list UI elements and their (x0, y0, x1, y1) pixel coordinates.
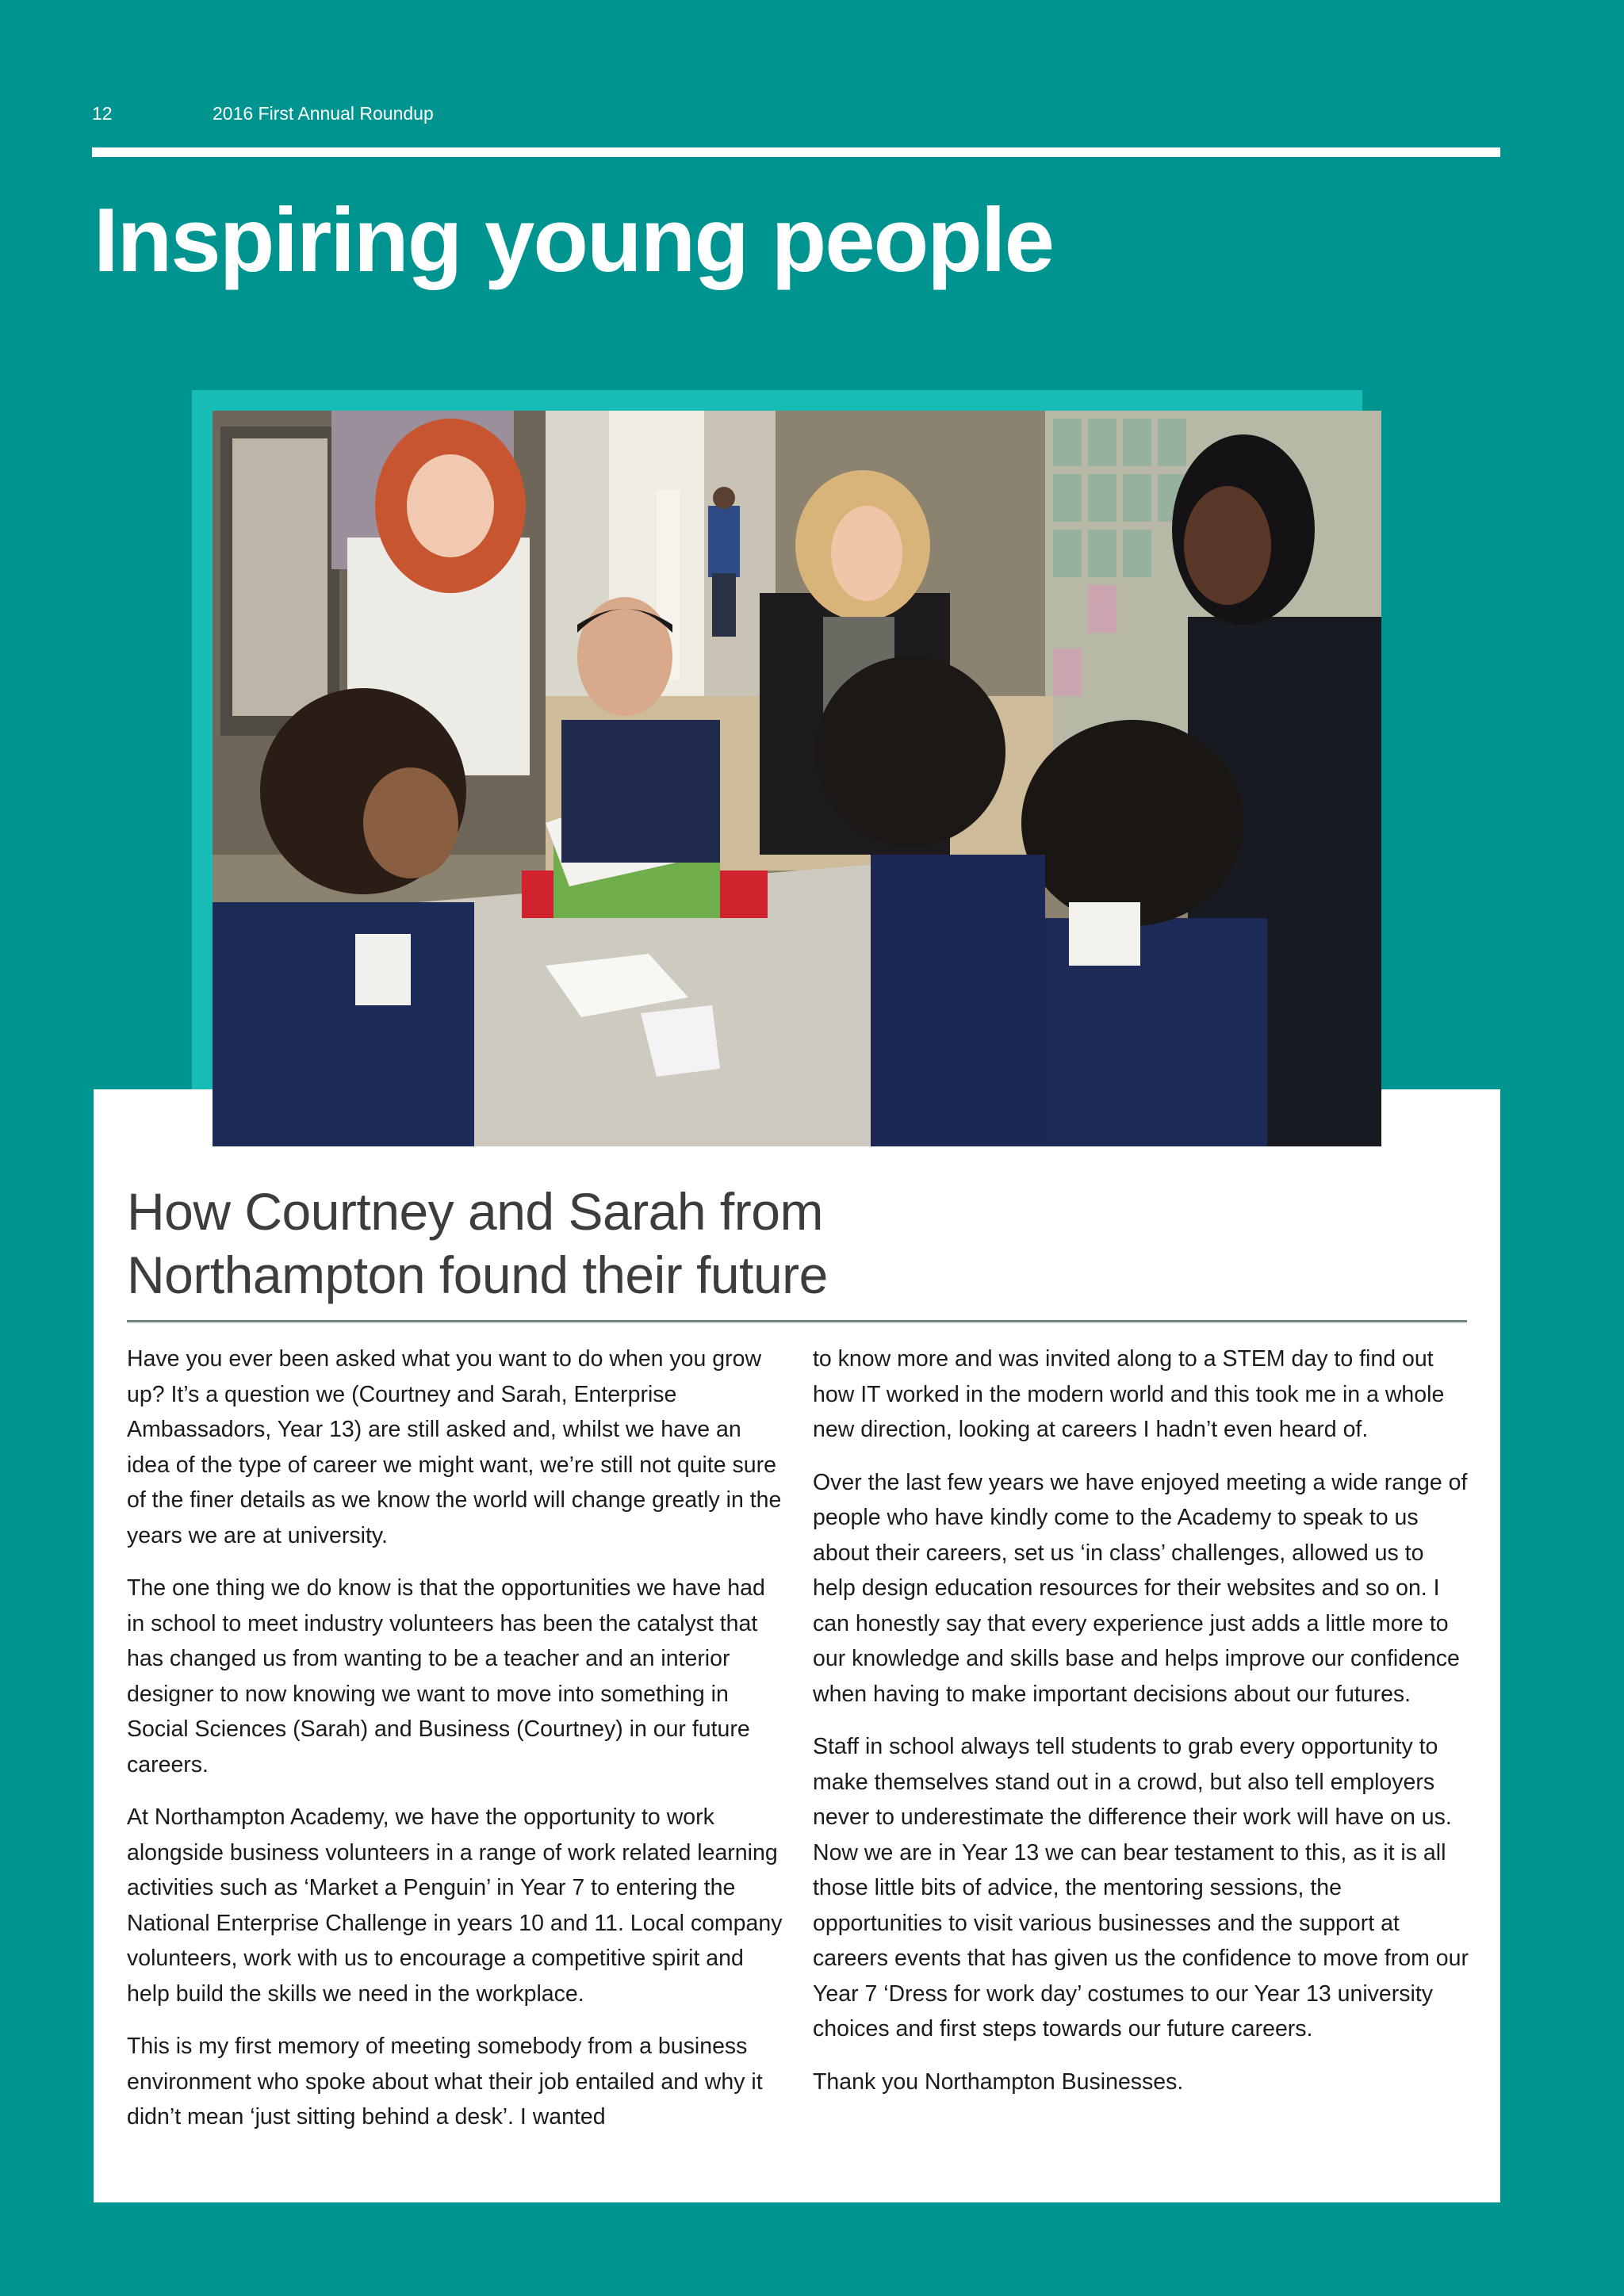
article-headline-line-2: Northampton found their future (127, 1246, 828, 1304)
paragraph: to know more and was invited along to a STEM day to find out how IT worked in the modern world and this took me in a whole new direction, looking at careers I hadn’t even heard of. (813, 1346, 1445, 1442)
paragraph: This is my first memory of meeting somebody from a business environment who spoke about what their job entailed and why it didn’t mean ‘just sitting behind a desk’. I wanted (127, 2034, 763, 2130)
header-rule (92, 147, 1500, 157)
headline-rule (127, 1320, 1467, 1322)
article-column-right (813, 1341, 1473, 2117)
publication-title: 2016 First Annual Roundup (213, 103, 434, 124)
paragraph: Have you ever been asked what you want to do when you grow up? It’s a question we (Courtney and Sarah, Enterprise Ambassadors, Year 13) are still asked and, whilst we have an idea of the type of career we might want, we’re still not quite sure of the finer details as we know the world will change greatly in the years we are at university. (127, 1346, 782, 1548)
article-headline (127, 1180, 828, 1307)
article-headline-line-1: How Courtney and Sarah from (127, 1182, 823, 1241)
page-title: Inspiring young people (94, 190, 1053, 291)
paragraph: At Northampton Academy, we have the opportunity to work alongside business volunteers in a range of work related learning activities such as ‘Market a Penguin’ in Year 7 to entering the National Enterprise Challenge in years 10 and 11. Local company volunteers, work with us to encourage a competitive spirit and help build the skills we need in the workplace. (127, 1804, 783, 2007)
classroom-photo (213, 411, 1381, 1146)
paragraph: Over the last few years we have enjoyed meeting a wide range of people who have kindly come to the Academy to speak to us about their careers, set us ‘in class’ challenges, allowed us to help design education resources for their websites and so on. I can honestly say that every experience just adds a little more to our knowledge and skills base and helps improve our confidence when having to make important decisions about our futures. (813, 1469, 1468, 1707)
classroom-photo-illustration (213, 411, 1381, 1146)
paragraph: Staff in school always tell students to grab every opportunity to make themselves stand out in a crowd, but also tell employers never to underestimate the difference their work will have on us. Now we are in Year 13 we can bear testament to this, as it is all those little bits of advice, the mentoring sessions, the opportunities to visit various businesses and the support at careers events that has given us the confidence to move from our Year 7 ‘Dress for work day’ costumes to our Year 13 university choices and first steps towards our future careers. (813, 1734, 1469, 2042)
paragraph: The one thing we do know is that the opportunities we have had in school to meet industry volunteers has been the catalyst that has changed us from wanting to be a teacher and an interior designer to now knowing we want to move into something in Social Sciences (Sarah) and Business (Courtney) in our future careers. (127, 1575, 765, 1777)
page-number: 12 (92, 103, 113, 124)
paragraph: Thank you Northampton Businesses. (813, 2068, 1184, 2095)
article-column-left (127, 1341, 787, 2152)
